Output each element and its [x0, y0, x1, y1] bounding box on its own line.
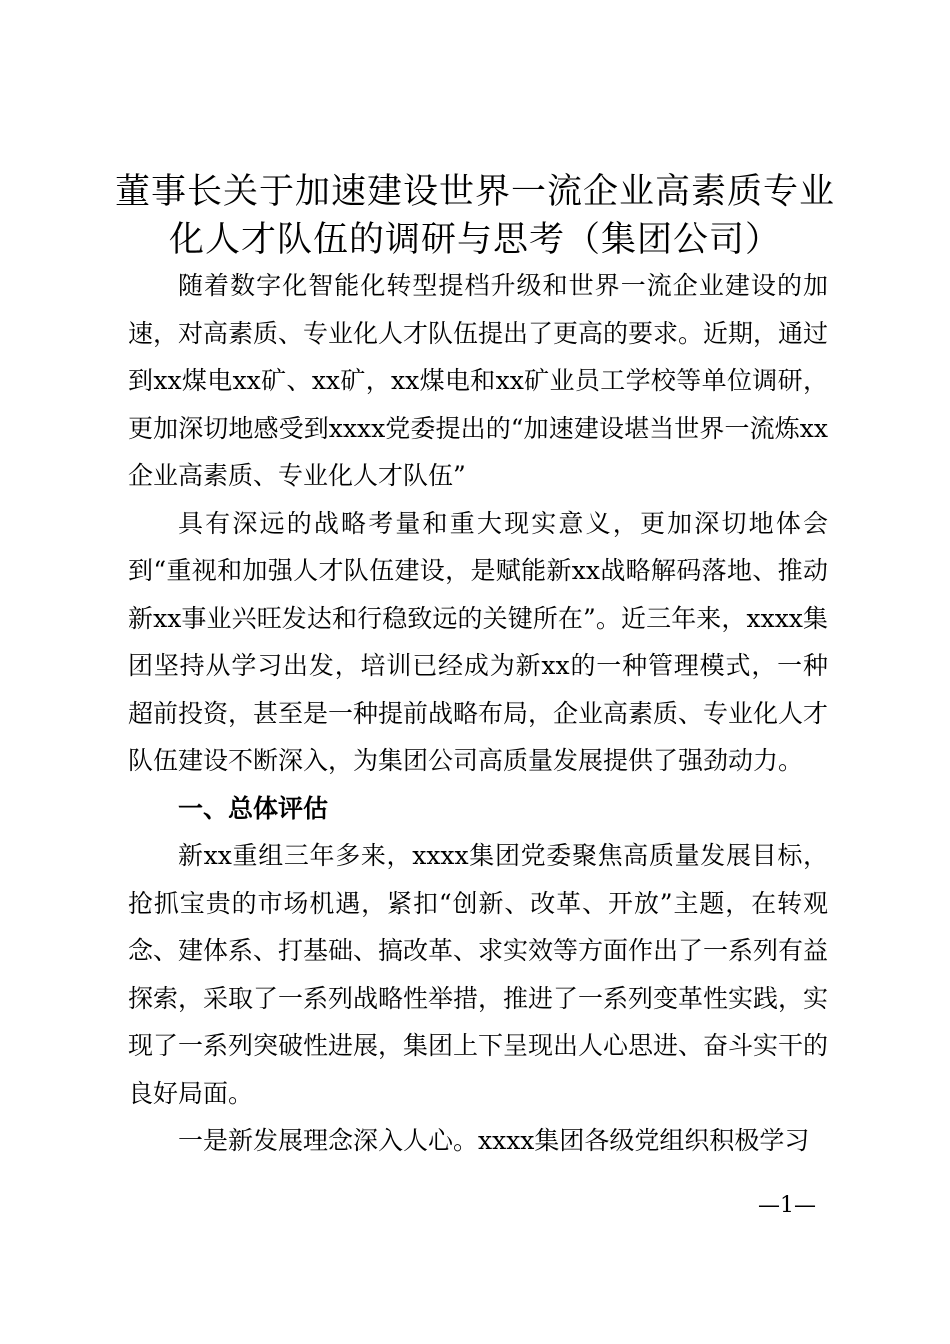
intro-paragraph-1: 随着数字化智能化转型提档升级和世界一流企业建设的加速，对高素质、专业化人才队伍提出了更高的要求。近期，通过到xx煤电xx矿、xx矿，xx煤电和xx矿业员工学校等单位调研，更加深切地感受到xxxx党委提出的“加速建设堪当世界一流炼xx企业高素质、专业化人才队伍”	[128, 271, 829, 490]
document-body	[128, 262, 828, 1165]
title-line-1: 董事长关于加速建设世界一流企业高素质专业	[114, 172, 835, 212]
document-title	[110, 168, 840, 264]
section-paragraph-1: 新xx重组三年多来，xxxx集团党委聚焦高质量发展目标，抢抓宝贵的市场机遇，紧扣“创新、改革、开放”主题，在转观念、建体系、打基础、搞改革、求实效等方面作出了一系列有益探索，采取了一系列战略性举措，推进了一系列变革性实践，实现了一系列突破性进展，集团上下呈现出人心思进、奋斗实干的良好局面。	[128, 841, 829, 1108]
intro-paragraph-2: 具有深远的战略考量和重大现实意义，更加深切地体会到“重视和加强人才队伍建设，是赋能新xx战略解码落地、推动新xx事业兴旺发达和行稳致远的关键所在”。近三年来，xxxx集团坚持从学习出发，培训已经成为新xx的一种管理模式，一种超前投资，甚至是一种提前战略布局，企业高素质、专业化人才队伍建设不断深入，为集团公司高质量发展提供了强劲动力。	[128, 508, 829, 775]
title-line-2: 化人才队伍的调研与思考（集团公司）	[168, 220, 781, 260]
page-number: —1—	[758, 1193, 816, 1218]
section-heading: 一、总体评估	[178, 793, 329, 823]
section-paragraph-2: 一是新发展理念深入人心。xxxx集团各级党组织积极学习	[178, 1126, 810, 1155]
